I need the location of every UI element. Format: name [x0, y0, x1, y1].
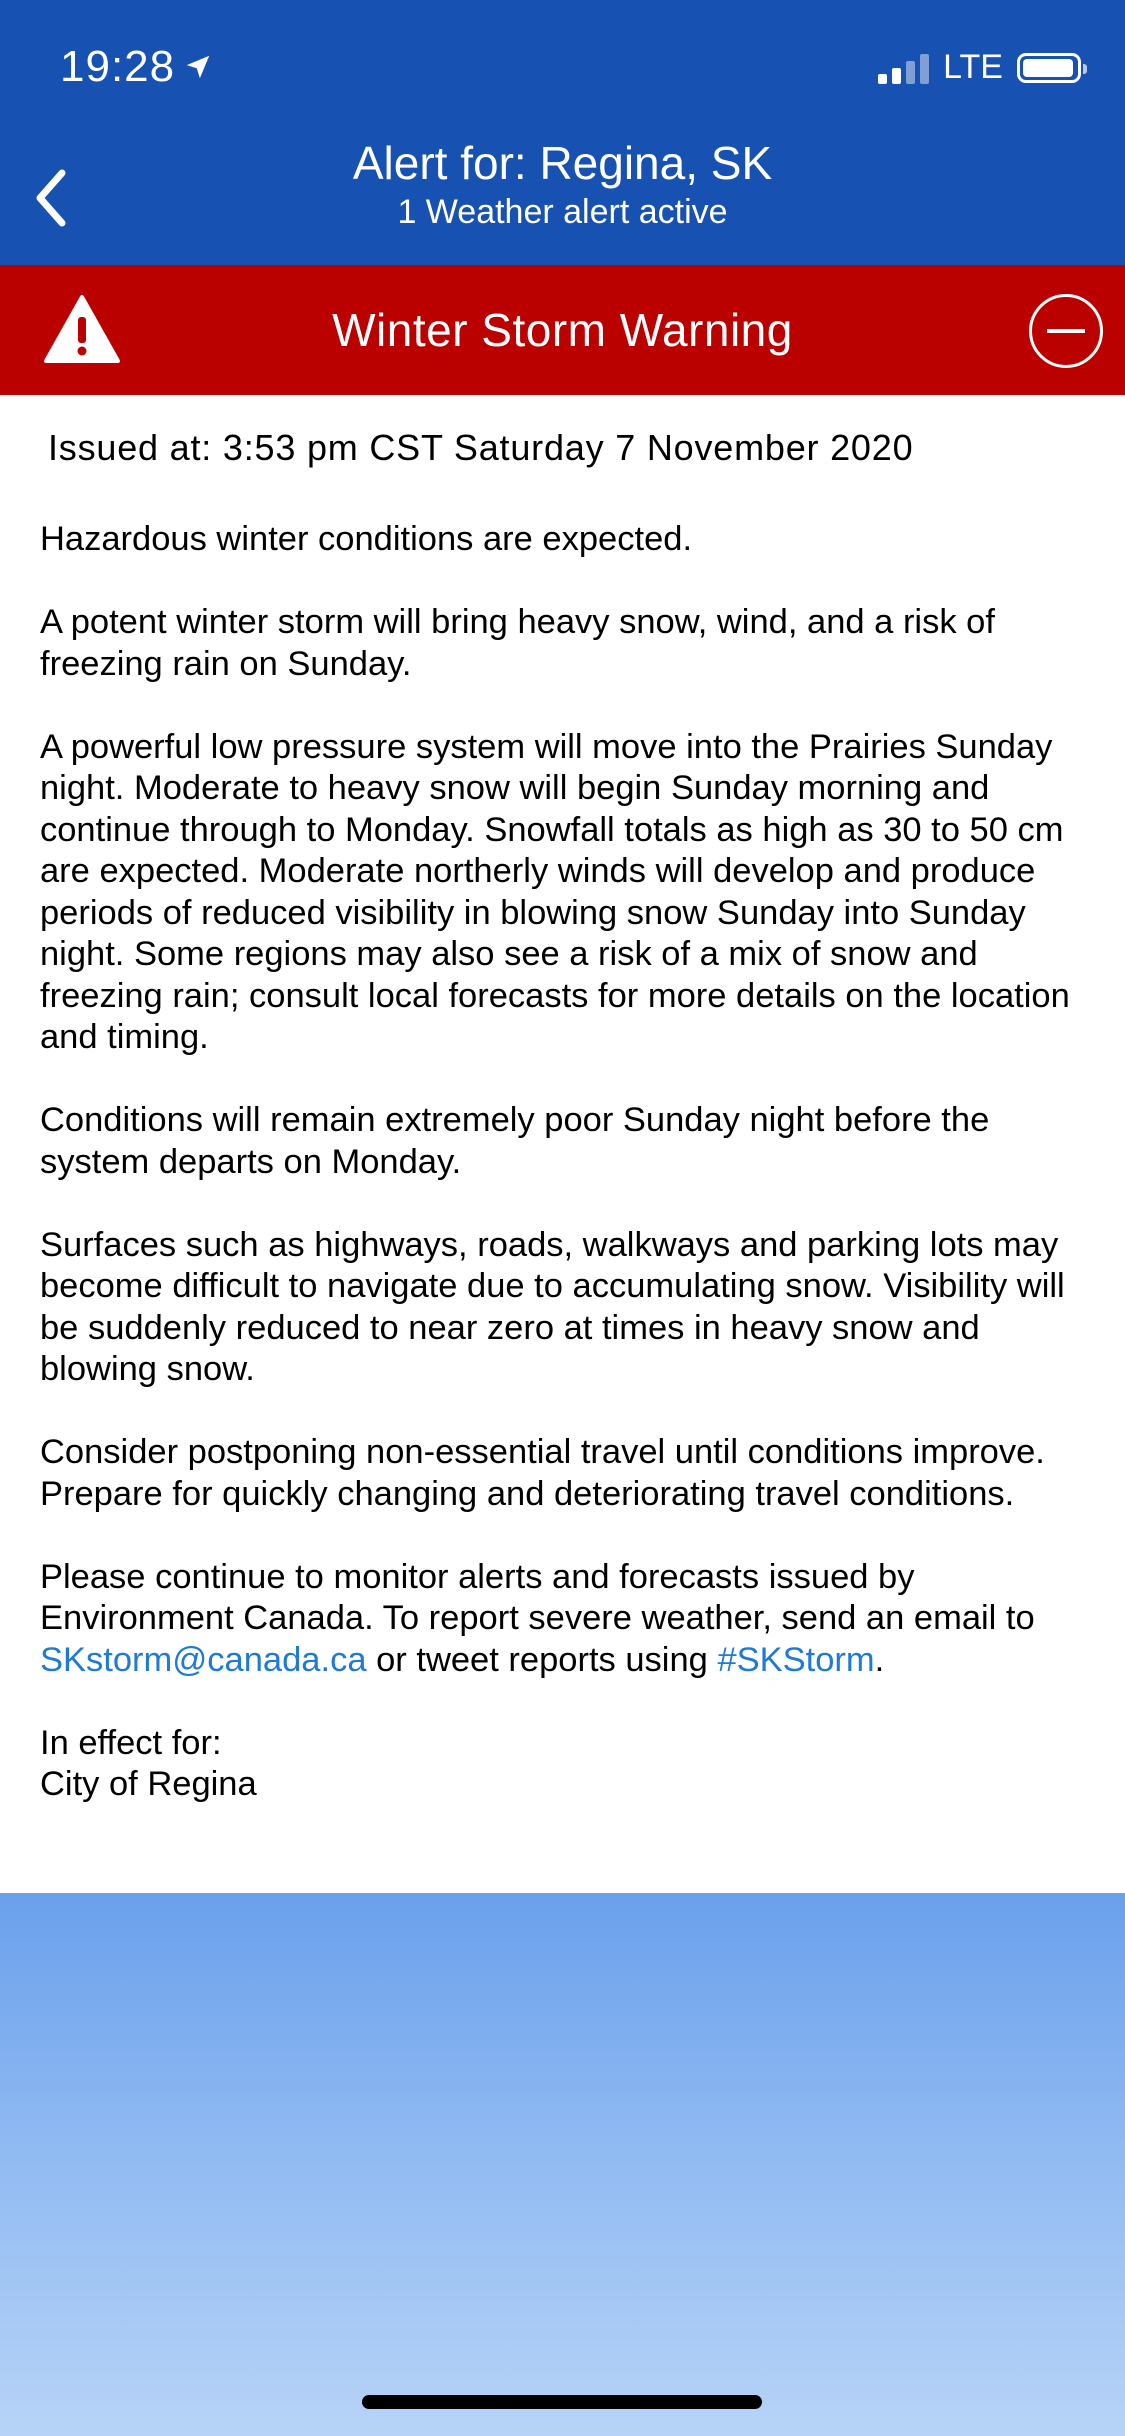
- background-gradient: [0, 1893, 1125, 2436]
- email-link[interactable]: SKstorm@canada.ca: [40, 1640, 367, 1679]
- in-effect-block: [40, 1723, 1090, 1806]
- page-title: Alert for: Regina, SK: [352, 137, 773, 189]
- alert-paragraph: A potent winter storm will bring heavy snow, wind, and a risk of freezing rain on Sunday.: [40, 603, 995, 683]
- status-bar-time: [60, 42, 213, 92]
- alert-paragraph: A powerful low pressure system will move into the Prairies Sunday night. Moderate to heavy snow will begin Sunday morning and continue through to Monday. Snowfall totals as high as 30 to 50 cm are expected. Moderate northerly winds will develop and produce periods of reduced visibility in blowing snow Sunday into Sunday night. Some regions may also see a risk of a mix of snow and freezing rain; consult local forecasts for more details on the location and timing.: [40, 727, 1070, 1056]
- battery-icon: [1017, 53, 1081, 83]
- issued-timestamp: Issued at: 3:53 pm CST Saturday 7 November 2020: [48, 427, 914, 468]
- network-label: LTE: [943, 48, 1003, 86]
- in-effect-area: City of Regina: [40, 1765, 257, 1803]
- alert-details: [0, 395, 1125, 1893]
- home-indicator[interactable]: [362, 2395, 762, 2409]
- collapse-alert-button[interactable]: [1029, 294, 1103, 368]
- alert-banner[interactable]: [0, 265, 1125, 395]
- signal-icon: [878, 52, 929, 84]
- location-arrow-icon: [183, 52, 213, 82]
- alert-paragraph: Consider postponing non-essential travel until conditions improve. Prepare for quickly changing and deteriorating travel conditions.: [40, 1433, 1045, 1513]
- hashtag-link[interactable]: #SKStorm: [717, 1640, 875, 1679]
- in-effect-label: In effect for:: [40, 1723, 222, 1762]
- minus-circle-icon: [1047, 329, 1085, 333]
- alert-paragraph: Surfaces such as highways, roads, walkways and parking lots may become difficult to navigate due to accumulating snow. Visibility will be suddenly reduced to near zero at times in heavy snow and blowing snow.: [40, 1225, 1065, 1388]
- alert-body: [40, 519, 1090, 1847]
- alert-paragraph: Conditions will remain extremely poor Sunday night before the system departs on Monday.: [40, 1101, 990, 1181]
- nav-title-block: [0, 136, 1125, 234]
- page-subtitle: 1 Weather alert active: [397, 193, 728, 231]
- alert-title: Winter Storm Warning: [332, 304, 793, 356]
- status-time-text: 19:28: [60, 42, 176, 91]
- report-text: Please continue to monitor alerts and forecasts issued by Environment Canada. To report severe weather, send an email to: [40, 1557, 1035, 1637]
- header: [0, 0, 1125, 265]
- report-text: or tweet reports using: [366, 1640, 718, 1679]
- report-paragraph: [40, 1557, 1090, 1682]
- alert-paragraph: Hazardous winter conditions are expected.: [40, 520, 693, 558]
- report-text: .: [874, 1640, 885, 1679]
- status-bar-right: [878, 48, 1081, 87]
